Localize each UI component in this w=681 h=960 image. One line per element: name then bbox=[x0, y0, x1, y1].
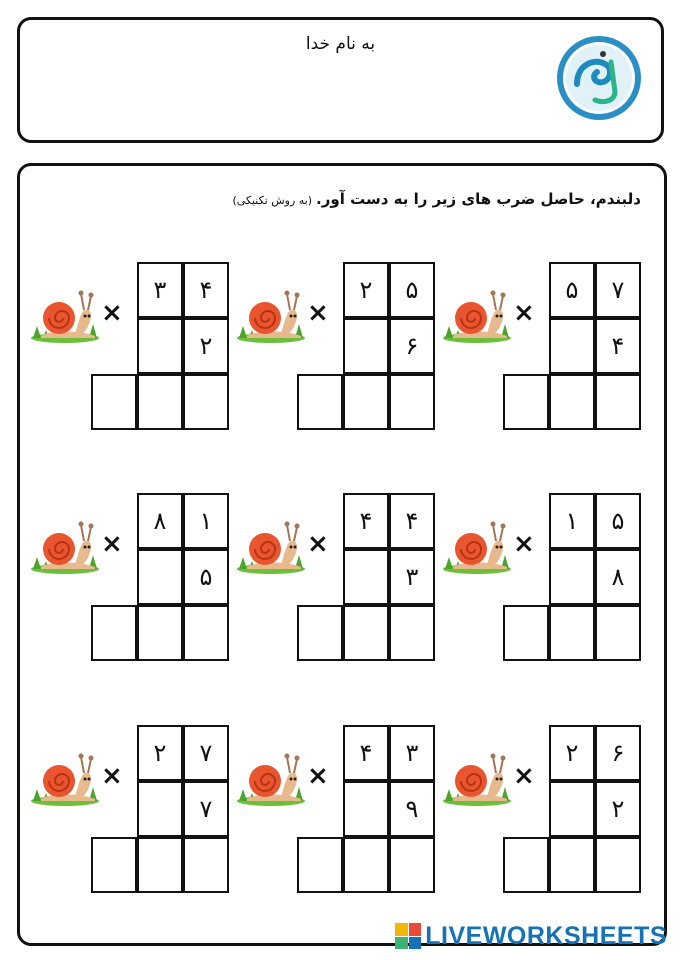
answer-box[interactable] bbox=[297, 374, 343, 430]
bottom-digit: ۹ bbox=[389, 781, 435, 837]
answer-box[interactable] bbox=[91, 837, 137, 893]
answer-box[interactable] bbox=[503, 605, 549, 661]
answer-box[interactable] bbox=[297, 837, 343, 893]
top-digit-tens: ۳ bbox=[137, 262, 183, 318]
top-digit-ones: ۴ bbox=[183, 262, 229, 318]
bottom-digit: ۸ bbox=[595, 549, 641, 605]
times-sign: × bbox=[513, 761, 535, 791]
top-digit-tens: ۱ bbox=[549, 493, 595, 549]
answer-box[interactable] bbox=[595, 837, 641, 893]
liveworksheets-logo[interactable] bbox=[395, 922, 667, 950]
instruction-text: دلبندم، حاصل ضرب های زیر را به دست آور. bbox=[316, 190, 641, 208]
answer-box[interactable] bbox=[183, 837, 229, 893]
answer-box[interactable] bbox=[137, 605, 183, 661]
answer-box[interactable] bbox=[343, 605, 389, 661]
answer-box[interactable] bbox=[137, 374, 183, 430]
blank-cell bbox=[549, 781, 595, 837]
snail-icon bbox=[441, 280, 513, 344]
answer-box[interactable] bbox=[389, 605, 435, 661]
header-box bbox=[17, 17, 664, 143]
blank-cell bbox=[549, 549, 595, 605]
top-digit-ones: ۶ bbox=[595, 725, 641, 781]
times-sign: × bbox=[307, 298, 329, 328]
top-digit-ones: ۱ bbox=[183, 493, 229, 549]
bottom-digit: ۶ bbox=[389, 318, 435, 374]
answer-box[interactable] bbox=[389, 837, 435, 893]
answer-box[interactable] bbox=[549, 605, 595, 661]
bottom-digit: ۲ bbox=[183, 318, 229, 374]
answer-box[interactable] bbox=[595, 605, 641, 661]
answer-box[interactable] bbox=[91, 605, 137, 661]
answer-box[interactable] bbox=[549, 837, 595, 893]
bottom-digit: ۲ bbox=[595, 781, 641, 837]
footer-brand: LIVEWORKSHEETS bbox=[425, 921, 667, 950]
answer-box[interactable] bbox=[595, 374, 641, 430]
answer-box[interactable] bbox=[343, 374, 389, 430]
times-sign: × bbox=[307, 529, 329, 559]
times-sign: × bbox=[101, 298, 123, 328]
blank-cell bbox=[137, 318, 183, 374]
blank-cell bbox=[343, 549, 389, 605]
times-sign: × bbox=[513, 529, 535, 559]
top-digit-tens: ۲ bbox=[549, 725, 595, 781]
answer-box[interactable] bbox=[91, 374, 137, 430]
page-title: به نام خدا bbox=[305, 34, 376, 54]
answer-box[interactable] bbox=[549, 374, 595, 430]
top-digit-tens: ۴ bbox=[343, 725, 389, 781]
times-sign: × bbox=[101, 529, 123, 559]
answer-box[interactable] bbox=[503, 374, 549, 430]
snail-icon bbox=[441, 743, 513, 807]
snail-icon bbox=[235, 280, 307, 344]
blank-cell bbox=[137, 781, 183, 837]
top-digit-tens: ۲ bbox=[137, 725, 183, 781]
times-sign: × bbox=[307, 761, 329, 791]
blank-cell bbox=[343, 781, 389, 837]
top-digit-ones: ۷ bbox=[183, 725, 229, 781]
snail-icon bbox=[29, 743, 101, 807]
bottom-digit: ۷ bbox=[183, 781, 229, 837]
school-logo-icon bbox=[555, 34, 643, 122]
answer-box[interactable] bbox=[389, 374, 435, 430]
answer-box[interactable] bbox=[503, 837, 549, 893]
top-digit-tens: ۸ bbox=[137, 493, 183, 549]
bottom-digit: ۴ bbox=[595, 318, 641, 374]
answer-box[interactable] bbox=[183, 605, 229, 661]
snail-icon bbox=[29, 280, 101, 344]
top-digit-ones: ۵ bbox=[595, 493, 641, 549]
top-digit-tens: ۲ bbox=[343, 262, 389, 318]
blank-cell bbox=[343, 318, 389, 374]
bottom-digit: ۳ bbox=[389, 549, 435, 605]
snail-icon bbox=[235, 511, 307, 575]
liveworksheets-badge-icon bbox=[395, 923, 421, 949]
top-digit-ones: ۳ bbox=[389, 725, 435, 781]
blank-cell bbox=[137, 549, 183, 605]
answer-box[interactable] bbox=[137, 837, 183, 893]
top-digit-tens: ۴ bbox=[343, 493, 389, 549]
bottom-digit: ۵ bbox=[183, 549, 229, 605]
times-sign: × bbox=[101, 761, 123, 791]
top-digit-ones: ۷ bbox=[595, 262, 641, 318]
blank-cell bbox=[549, 318, 595, 374]
top-digit-ones: ۴ bbox=[389, 493, 435, 549]
snail-icon bbox=[29, 511, 101, 575]
top-digit-ones: ۵ bbox=[389, 262, 435, 318]
instruction-note: (به روش تکنیکی) bbox=[232, 194, 313, 207]
answer-box[interactable] bbox=[297, 605, 343, 661]
instruction bbox=[232, 190, 641, 208]
snail-icon bbox=[235, 743, 307, 807]
answer-box[interactable] bbox=[183, 374, 229, 430]
times-sign: × bbox=[513, 298, 535, 328]
answer-box[interactable] bbox=[343, 837, 389, 893]
snail-icon bbox=[441, 511, 513, 575]
top-digit-tens: ۵ bbox=[549, 262, 595, 318]
